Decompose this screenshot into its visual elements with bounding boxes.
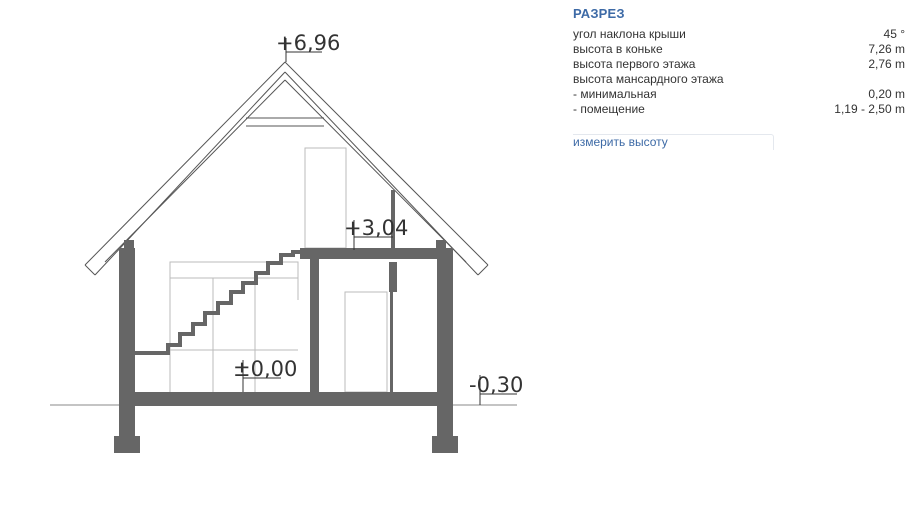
- interior-outlines: [170, 148, 387, 392]
- staircase: [135, 252, 302, 353]
- measure-height-link[interactable]: измерить высоту: [573, 134, 774, 150]
- spec-row-ridge-height: [573, 42, 905, 57]
- attic-floor-label: +3,04: [344, 216, 409, 240]
- spec-value: 7,26 m: [868, 42, 905, 56]
- roof: [85, 62, 488, 275]
- spec-row-attic-minimum: [573, 87, 905, 102]
- spec-value: 45 °: [883, 27, 905, 41]
- spec-value: 2,76 m: [868, 57, 905, 71]
- ridge-height-label: +6,96: [276, 31, 341, 55]
- spec-label: - минимальная: [573, 87, 657, 101]
- panel-title: РАЗРЕЗ: [573, 6, 625, 21]
- spec-label: угол наклона крыши: [573, 27, 686, 41]
- spec-row-roof-pitch: [573, 27, 905, 42]
- spec-label: высота первого этажа: [573, 57, 696, 71]
- spec-label: высота в коньке: [573, 42, 663, 56]
- section-spec-panel: [573, 6, 905, 117]
- spec-label: - помещение: [573, 102, 645, 116]
- spec-value: 1,19 - 2,50 m: [834, 102, 905, 116]
- spec-row-ground-floor-height: [573, 57, 905, 72]
- spec-row-attic-height: [573, 72, 905, 87]
- spec-row-attic-room: [573, 102, 905, 117]
- spec-value: 0,20 m: [868, 87, 905, 101]
- spec-label: высота мансардного этажа: [573, 72, 724, 86]
- ground-floor-label: ±0,00: [233, 357, 298, 381]
- terrain-level-label: -0,30: [469, 373, 524, 397]
